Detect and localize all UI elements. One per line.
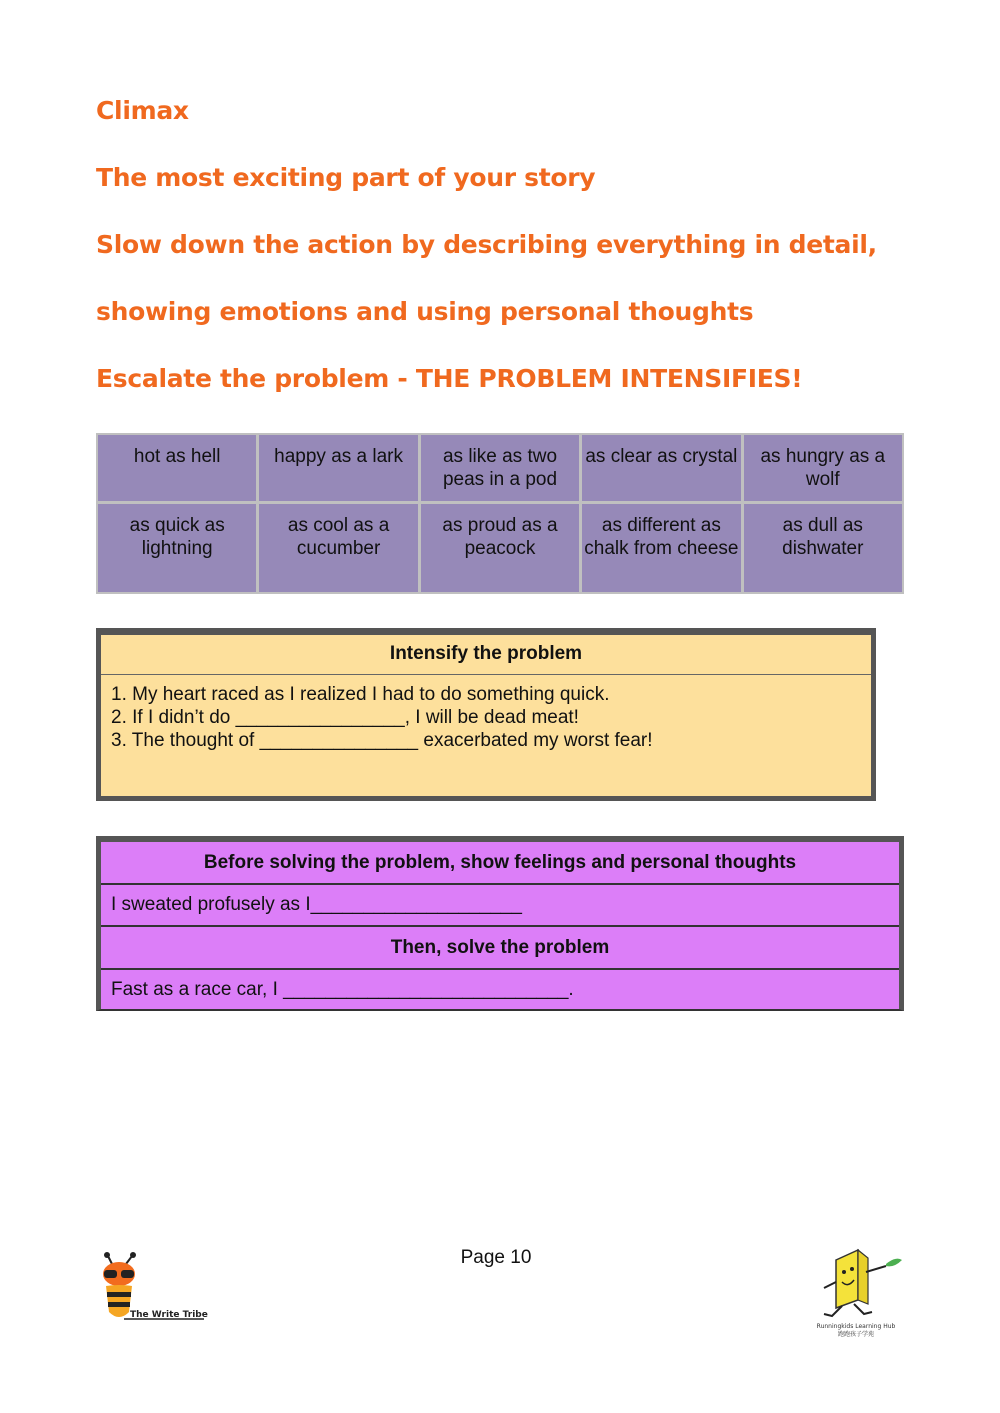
intensify-line: 2. If I didn’t do ________________, I will be dead meat! (111, 707, 579, 728)
page-number: Page 10 (460, 1247, 532, 1268)
simile-cell: as proud as a peacock (421, 504, 579, 592)
simile-cell: as clear as crystal (582, 435, 740, 501)
simile-cell: as different as chalk from cheese (582, 504, 740, 592)
heading-showing: showing emotions and using personal thoughts (96, 297, 754, 326)
write-tribe-logo (96, 1250, 208, 1330)
solve-heading: Then, solve the problem (101, 927, 899, 970)
intensify-line: 3. The thought of _______________ exacerbated my worst fear! (111, 730, 653, 751)
runningkids-label: Runningkids Learning Hub (816, 1323, 896, 1330)
heading-escalate: Escalate the problem - THE PROBLEM INTENSIFIES! (96, 364, 803, 393)
simile-cell: as cool as a cucumber (259, 504, 417, 592)
simile-cell: as quick as lightning (98, 504, 256, 592)
simile-cell: as hungry as a wolf (744, 435, 902, 501)
simile-cell: as like as two peas in a pod (421, 435, 579, 501)
write-tribe-label: The Write Tribe (130, 1310, 208, 1320)
feelings-box (96, 836, 904, 1011)
simile-cell: hot as hell (98, 435, 256, 501)
runningkids-label-cn: 跑跑孩子学苑 (837, 1331, 875, 1338)
runningkids-logo (806, 1242, 906, 1342)
feelings-heading: Before solving the problem, show feelings and personal thoughts (101, 842, 899, 885)
simile-cell: as dull as dishwater (744, 504, 902, 592)
solve-prompt: Fast as a race car, I ___________________________. (111, 979, 574, 1000)
running-book-icon (806, 1242, 906, 1342)
heading-climax: Climax (96, 96, 189, 125)
simile-table (96, 433, 904, 594)
heading-exciting: The most exciting part of your story (96, 163, 596, 192)
feelings-prompt: I sweated profusely as I____________________ (101, 885, 899, 927)
intensify-title: Intensify the problem (101, 635, 871, 675)
intensify-box (96, 628, 876, 801)
heading-slow-down: Slow down the action by describing everything in detail, (96, 230, 877, 259)
bee-icon (96, 1250, 208, 1330)
intensify-body (101, 675, 871, 752)
simile-cell: happy as a lark (259, 435, 417, 501)
intensify-line: 1. My heart raced as I realized I had to do something quick. (111, 684, 610, 705)
